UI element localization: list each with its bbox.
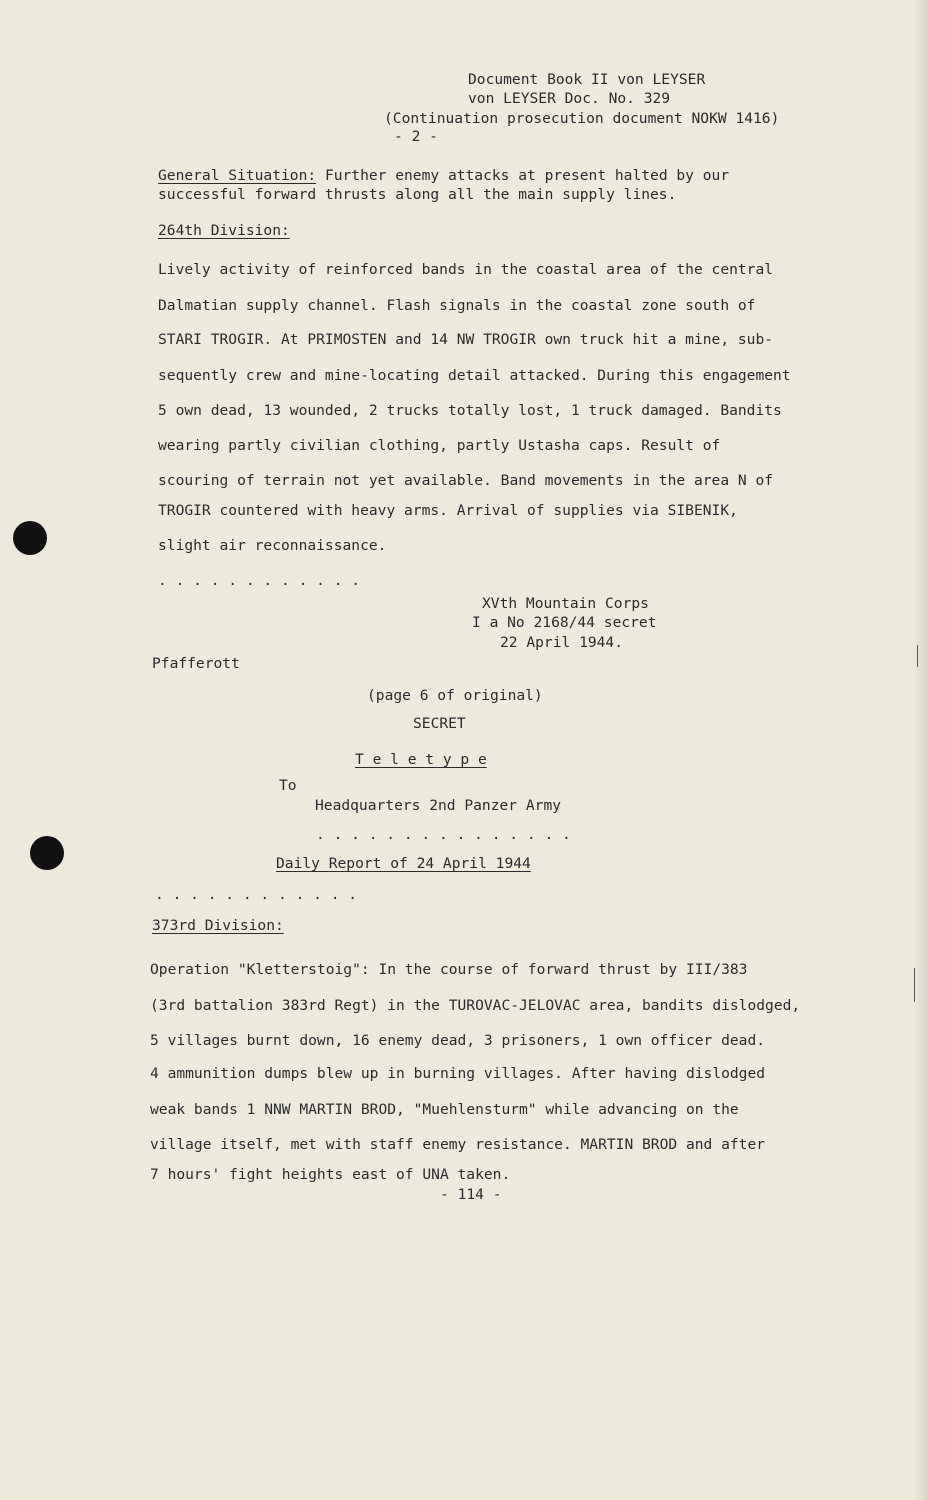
division-373-line: village itself, met with staff enemy resistance. MARTIN BROD and after	[150, 1136, 766, 1153]
division-264-heading: 264th Division:	[158, 222, 290, 239]
margin-mark	[917, 645, 918, 667]
division-373-line: 4 ammunition dumps blew up in burning villages. After having dislodged	[150, 1065, 766, 1082]
signatory-name: Pfafferott	[152, 655, 240, 672]
division-373-line: 5 villages burnt down, 16 enemy dead, 3 prisoners, 1 own officer dead.	[150, 1032, 766, 1049]
division-264-line: scouring of terrain not yet available. Band movements in the area N of	[158, 472, 774, 489]
punch-hole	[30, 836, 64, 870]
classification-label: SECRET	[413, 715, 466, 732]
separator-dots: . . . . . . . . . . . .	[158, 572, 361, 589]
general-situation-text-1: Further enemy attacks at present halted by our	[316, 167, 730, 184]
header-page-marker: - 2 -	[394, 128, 438, 145]
header-book-line: Document Book II von LEYSER	[468, 71, 706, 88]
division-264-line: STARI TROGIR. At PRIMOSTEN and 14 NW TROGIR own truck hit a mine, sub-	[158, 331, 774, 348]
division-264-line: TROGIR countered with heavy arms. Arrival of supplies via SIBENIK,	[158, 502, 738, 519]
division-373-line: (3rd battalion 383rd Regt) in the TUROVAC-JELOVAC area, bandits dislodged,	[150, 997, 801, 1014]
header-doc-number: von LEYSER Doc. No. 329	[468, 90, 671, 107]
division-264-line: wearing partly civilian clothing, partly Ustasha caps. Result of	[158, 437, 721, 454]
header-continuation: (Continuation prosecution document NOKW 1416)	[384, 110, 780, 127]
signature-date: 22 April 1944.	[500, 634, 624, 651]
division-264-line: 5 own dead, 13 wounded, 2 trucks totally lost, 1 truck damaged. Bandits	[158, 402, 782, 419]
separator-dots: . . . . . . . . . . . .	[155, 886, 358, 903]
footer-page-number: - 114 -	[440, 1186, 502, 1203]
original-page-note: (page 6 of original)	[367, 687, 543, 704]
division-373-line: weak bands 1 NNW MARTIN BROD, "Muehlensturm" while advancing on the	[150, 1101, 739, 1118]
division-373-line: Operation "Kletterstoig": In the course of forward thrust by III/383	[150, 961, 748, 978]
division-264-line: Lively activity of reinforced bands in the coastal area of the central	[158, 261, 774, 278]
division-373-heading: 373rd Division:	[152, 917, 284, 934]
recipient: Headquarters 2nd Panzer Army	[315, 797, 562, 814]
report-title: Daily Report of 24 April 1944	[276, 855, 531, 872]
general-situation-line-1	[158, 167, 729, 185]
page-edge-shadow	[914, 0, 928, 1500]
division-264-line: slight air reconnaissance.	[158, 537, 387, 554]
separator-dots: . . . . . . . . . . . . . . .	[316, 826, 571, 843]
margin-mark	[914, 968, 915, 1002]
division-264-line: sequently crew and mine-locating detail attacked. During this engagement	[158, 367, 791, 384]
punch-hole	[13, 521, 47, 555]
general-situation-line-2: successful forward thrusts along all the main supply lines.	[158, 186, 677, 203]
division-264-line: Dalmatian supply channel. Flash signals in the coastal zone south of	[158, 297, 756, 314]
teletype-label: T e l e t y p e	[355, 751, 487, 768]
to-label: To	[279, 777, 297, 794]
signature-reference: I a No 2168/44 secret	[472, 614, 657, 631]
signature-unit: XVth Mountain Corps	[482, 595, 649, 612]
division-373-line: 7 hours' fight heights east of UNA taken.	[150, 1166, 511, 1183]
general-situation-label: General Situation:	[158, 167, 317, 184]
